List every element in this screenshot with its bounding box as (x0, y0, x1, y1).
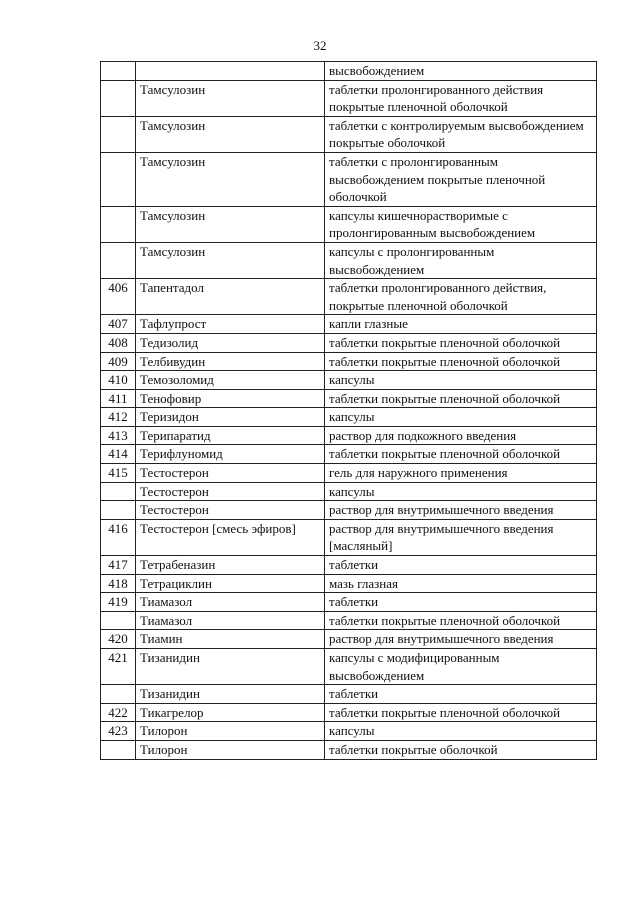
drug-name-cell: Тилорон (136, 722, 325, 741)
row-number-cell (101, 80, 136, 116)
table-row (101, 464, 597, 483)
table-row (101, 206, 597, 242)
table-row (101, 685, 597, 704)
drug-name-cell: Тапентадол (136, 279, 325, 315)
drug-name-cell: Тафлупрост (136, 315, 325, 334)
drug-name-cell: Тестостерон (136, 464, 325, 483)
dosage-form-cell: таблетки пролонгированного действия, покрытые пленочной оболочкой (325, 279, 597, 315)
table-row (101, 426, 597, 445)
drug-name-cell: Тилорон (136, 740, 325, 759)
drug-name-cell: Тестостерон [смесь эфиров] (136, 519, 325, 555)
drug-table-body (101, 62, 597, 760)
dosage-form-cell: раствор для внутримышечного введения (325, 630, 597, 649)
table-row (101, 556, 597, 575)
table-row (101, 593, 597, 612)
dosage-form-cell: капсулы кишечнорастворимые с пролонгированным высвобождением (325, 206, 597, 242)
drug-name-cell: Терифлуномид (136, 445, 325, 464)
table-row (101, 371, 597, 390)
table-row (101, 649, 597, 685)
dosage-form-cell: таблетки покрытые пленочной оболочкой (325, 333, 597, 352)
row-number-cell (101, 611, 136, 630)
dosage-form-cell: таблетки покрытые пленочной оболочкой (325, 389, 597, 408)
row-number-cell (101, 501, 136, 520)
row-number-cell: 415 (101, 464, 136, 483)
dosage-form-cell: мазь глазная (325, 574, 597, 593)
row-number-cell (101, 152, 136, 206)
table-row (101, 611, 597, 630)
drug-name-cell: Тиамазол (136, 611, 325, 630)
dosage-form-cell: таблетки (325, 685, 597, 704)
dosage-form-cell: высвобождением (325, 62, 597, 81)
row-number-cell (101, 685, 136, 704)
row-number-cell: 412 (101, 408, 136, 427)
row-number-cell (101, 740, 136, 759)
dosage-form-cell: таблетки покрытые пленочной оболочкой (325, 611, 597, 630)
drug-name-cell: Тиамазол (136, 593, 325, 612)
drug-name-cell: Тизанидин (136, 685, 325, 704)
table-row (101, 62, 597, 81)
dosage-form-cell: капсулы с пролонгированным высвобождением (325, 242, 597, 278)
table-row (101, 740, 597, 759)
dosage-form-cell: таблетки (325, 556, 597, 575)
drug-name-cell: Тамсулозин (136, 152, 325, 206)
dosage-form-cell: таблетки покрытые пленочной оболочкой (325, 445, 597, 464)
row-number-cell: 419 (101, 593, 136, 612)
row-number-cell: 418 (101, 574, 136, 593)
dosage-form-cell: таблетки пролонгированного действия покрытые пленочной оболочкой (325, 80, 597, 116)
dosage-form-cell: таблетки покрытые оболочкой (325, 740, 597, 759)
dosage-form-cell: капсулы (325, 408, 597, 427)
drug-name-cell: Тамсулозин (136, 242, 325, 278)
dosage-form-cell: капсулы (325, 482, 597, 501)
table-row (101, 501, 597, 520)
drug-name-cell: Тенофовир (136, 389, 325, 408)
table-row (101, 242, 597, 278)
drug-name-cell: Тедизолид (136, 333, 325, 352)
table-row (101, 279, 597, 315)
drug-name-cell: Тиамин (136, 630, 325, 649)
table-row (101, 315, 597, 334)
dosage-form-cell: капли глазные (325, 315, 597, 334)
drug-name-cell: Теризидон (136, 408, 325, 427)
dosage-form-cell: таблетки (325, 593, 597, 612)
row-number-cell (101, 116, 136, 152)
drug-name-cell: Телбивудин (136, 352, 325, 371)
row-number-cell: 408 (101, 333, 136, 352)
row-number-cell: 413 (101, 426, 136, 445)
dosage-form-cell: таблетки с пролонгированным высвобождением покрытые пленочной оболочкой (325, 152, 597, 206)
row-number-cell: 414 (101, 445, 136, 464)
drug-name-cell: Тестостерон (136, 482, 325, 501)
dosage-form-cell: таблетки покрытые пленочной оболочкой (325, 352, 597, 371)
row-number-cell: 409 (101, 352, 136, 371)
drug-table (100, 61, 597, 760)
table-row (101, 445, 597, 464)
drug-name-cell: Тетрациклин (136, 574, 325, 593)
row-number-cell: 417 (101, 556, 136, 575)
table-row (101, 703, 597, 722)
row-number-cell: 411 (101, 389, 136, 408)
row-number-cell (101, 62, 136, 81)
table-row (101, 333, 597, 352)
dosage-form-cell: капсулы (325, 722, 597, 741)
row-number-cell (101, 242, 136, 278)
row-number-cell: 420 (101, 630, 136, 649)
drug-name-cell: Тизанидин (136, 649, 325, 685)
dosage-form-cell: раствор для подкожного введения (325, 426, 597, 445)
drug-name-cell: Тамсулозин (136, 116, 325, 152)
row-number-cell (101, 482, 136, 501)
table-row (101, 152, 597, 206)
drug-name-cell: Тестостерон (136, 501, 325, 520)
table-row (101, 519, 597, 555)
table-row (101, 116, 597, 152)
table-row (101, 408, 597, 427)
table-row (101, 630, 597, 649)
dosage-form-cell: таблетки покрытые пленочной оболочкой (325, 703, 597, 722)
dosage-form-cell: таблетки с контролируемым высвобождением покрытые оболочкой (325, 116, 597, 152)
dosage-form-cell: капсулы с модифицированным высвобождением (325, 649, 597, 685)
table-row (101, 722, 597, 741)
drug-name-cell: Тетрабеназин (136, 556, 325, 575)
table-row (101, 352, 597, 371)
drug-name-cell: Тамсулозин (136, 206, 325, 242)
drug-name-cell: Терипаратид (136, 426, 325, 445)
table-row (101, 482, 597, 501)
table-row (101, 574, 597, 593)
page-number: 32 (313, 38, 327, 53)
drug-name-cell (136, 62, 325, 81)
drug-name-cell: Тикагрелор (136, 703, 325, 722)
row-number-cell: 422 (101, 703, 136, 722)
drug-name-cell: Тамсулозин (136, 80, 325, 116)
row-number-cell: 421 (101, 649, 136, 685)
dosage-form-cell: капсулы (325, 371, 597, 390)
dosage-form-cell: раствор для внутримышечного введения (325, 501, 597, 520)
row-number-cell: 406 (101, 279, 136, 315)
row-number-cell: 416 (101, 519, 136, 555)
dosage-form-cell: гель для наружного применения (325, 464, 597, 483)
row-number-cell (101, 206, 136, 242)
row-number-cell: 410 (101, 371, 136, 390)
row-number-cell: 423 (101, 722, 136, 741)
row-number-cell: 407 (101, 315, 136, 334)
table-row (101, 389, 597, 408)
dosage-form-cell: раствор для внутримышечного введения [масляный] (325, 519, 597, 555)
table-row (101, 80, 597, 116)
drug-name-cell: Темозоломид (136, 371, 325, 390)
